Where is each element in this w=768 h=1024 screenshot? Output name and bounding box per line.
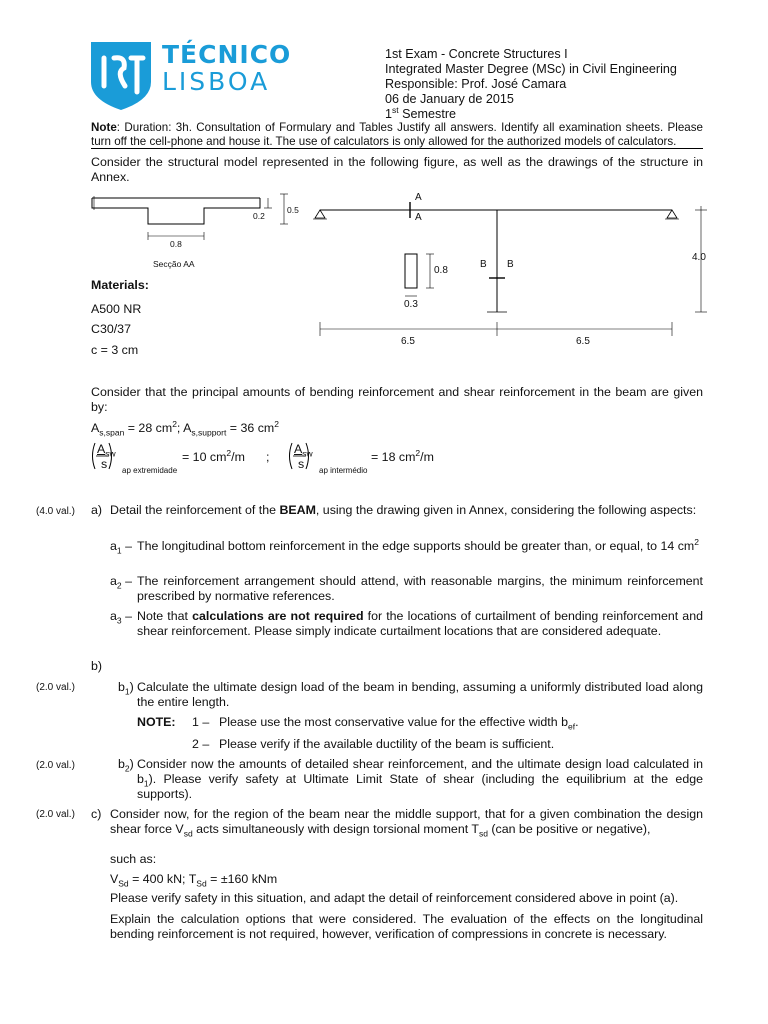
qb1-note2-text: Please verify if the available ductility of the beam is sufficient. <box>219 737 555 751</box>
qa-points: (4.0 val.) <box>36 506 75 517</box>
qa-item-a3-label: $a_3$ – <box>110 609 132 626</box>
cut-a-bottom: A <box>415 212 422 223</box>
cut-a-top: A <box>415 192 422 203</box>
qa-item-a1-text: The longitudinal bottom reinforcement in the edge supports should be greater than, or equal, to 14 $cm^2$ <box>137 536 699 553</box>
qa-item-a2-label: $a_2$ – <box>110 574 132 591</box>
qb1-note-label: NOTE: <box>137 715 176 729</box>
as-values: $A_{s,span} = 28$ $cm^2$; $A_{s,support} = 36$ $cm^2$ <box>91 418 279 438</box>
qa-text: Detail the reinforcement of the BEAM, using the drawing given in Annex, considering the following aspects: <box>110 503 697 517</box>
frac1-subscript: ap extremidade <box>122 466 178 475</box>
qa-item-a1-label: $a_1$ – <box>110 539 132 556</box>
qc-values: $V_{Sd} = 400$ kN; $T_{Sd} = \pm 160$ kNm <box>110 872 278 889</box>
qc-paragraph3: Explain the calculation options that were considered. The evaluation of the effects on the longitudinal bending reinforcement is not required, however, verification of compressions in concrete is necessary. <box>110 912 703 941</box>
dim-depth: 0.5 <box>287 205 299 215</box>
intro-paragraph: Consider the structural model represented in the following figure, as well as the drawings of the structure in Annex. <box>91 155 703 184</box>
section-caption: Secção AA <box>153 259 195 269</box>
brand-line2: LISBOA <box>162 67 271 96</box>
header-line3: Responsible: Prof. José Camara <box>385 77 567 91</box>
frac2-numerator: $A_{sw}$ <box>294 442 313 459</box>
brand-line1: TÉCNICO <box>162 40 292 69</box>
material-concrete: C30/37 <box>91 322 131 336</box>
column-width-dim: 0.3 <box>404 299 418 310</box>
header-line1: 1st Exam - Concrete Structures I <box>385 47 568 61</box>
qc-points: (2.0 val.) <box>36 809 75 820</box>
material-steel: A500 NR <box>91 302 142 316</box>
brand-wordmark <box>162 42 291 94</box>
qa-label: a) <box>91 503 103 517</box>
frac1-denominator: s <box>101 457 108 471</box>
qc-paragraph2: Please verify safety in this situation, and adapt the detail of reinforcement considered above in point (a). <box>110 891 679 905</box>
header-line4: 06 de January de 2015 <box>385 92 514 106</box>
frac1-numerator: $A_{sw}$ <box>97 442 116 459</box>
ist-logo <box>91 42 151 110</box>
qb1-points: (2.0 val.) <box>36 682 75 693</box>
span2-dim: 6.5 <box>576 336 590 347</box>
exam-note: Note: Duration: 3h. Consultation of Formulary and Tables Justify all answers. Identify all examination sheets. Please turn off the cell-phone and house it. The use of calculators is only allowed for the authorized models of calculators. <box>91 121 703 148</box>
qb2-label: $b_2$) <box>118 757 134 774</box>
qb1-note2-num: 2 – <box>192 737 210 751</box>
qb2-text: Consider now the amounts of detailed shear reinforcement, and the ultimate design load calculated in $b_1$). Please verify safety at Ultimate Limit State of shear (including the equilibrium at the edge supports). <box>137 757 703 801</box>
qb-label: b) <box>91 659 103 673</box>
qb1-text: Calculate the ultimate design load of the beam in bending, assuming a uniformly distributed load along the entire length. <box>137 680 703 709</box>
frac2-subscript: ap intermédio <box>319 466 368 475</box>
dim-flange: 0.2 <box>253 211 265 221</box>
qc-text: Consider now, for the region of the beam near the middle support, that for a given combination the design shear force $V_{sd}$ acts simultaneously with design torsional moment $T_{sd}$ (can be positive or negative), <box>110 807 703 839</box>
frac2-denominator: s <box>298 457 305 471</box>
exam-header <box>385 47 677 122</box>
materials-title: Materials: <box>91 278 149 292</box>
ist-shield-icon <box>91 42 151 110</box>
qc-label: c) <box>91 807 102 821</box>
frac-separator: ; <box>266 450 270 464</box>
qa-item-a2-text: The reinforcement arrangement should attend, with reasonable margins, the minimum reinforcement prescribed by normative references. <box>137 574 703 603</box>
reinforcement-intro: Consider that the principal amounts of bending reinforcement and shear reinforcement in the beam are given by: <box>91 385 703 414</box>
frac2-value: = 18 $cm^2/m$ <box>371 447 434 464</box>
header-line2: Integrated Master Degree (MSc) in Civil Engineering <box>385 62 677 76</box>
qb1-label: $b_1$) <box>118 680 134 697</box>
frac1-value: = 10 $cm^2/m$ <box>182 447 245 464</box>
column-height-dim: 0.8 <box>434 265 448 276</box>
cut-b-left: B <box>480 259 487 270</box>
qb1-note1-num: 1 – <box>192 715 210 729</box>
header-rule <box>91 148 703 149</box>
header-line5: 1st Semestre <box>385 104 457 121</box>
dim-width: 0.8 <box>170 239 182 249</box>
structural-model-figure <box>88 188 718 353</box>
span1-dim: 6.5 <box>401 336 415 347</box>
qc-such-as: such as: <box>110 852 157 866</box>
height-dim: 4.0 <box>692 252 706 263</box>
cut-b-right: B <box>507 259 514 270</box>
qb2-points: (2.0 val.) <box>36 760 75 771</box>
material-cover: c = 3 cm <box>91 343 139 357</box>
qb1-note1-text: Please use the most conservative value for the effective width $b_{ef}$. <box>219 715 579 732</box>
qa-item-a3-text: Note that calculations are not required for the locations of curtailment of bending reinforcement and shear reinforcement. Please simply indicate curtailment locations that are considered adequate. <box>137 609 703 638</box>
